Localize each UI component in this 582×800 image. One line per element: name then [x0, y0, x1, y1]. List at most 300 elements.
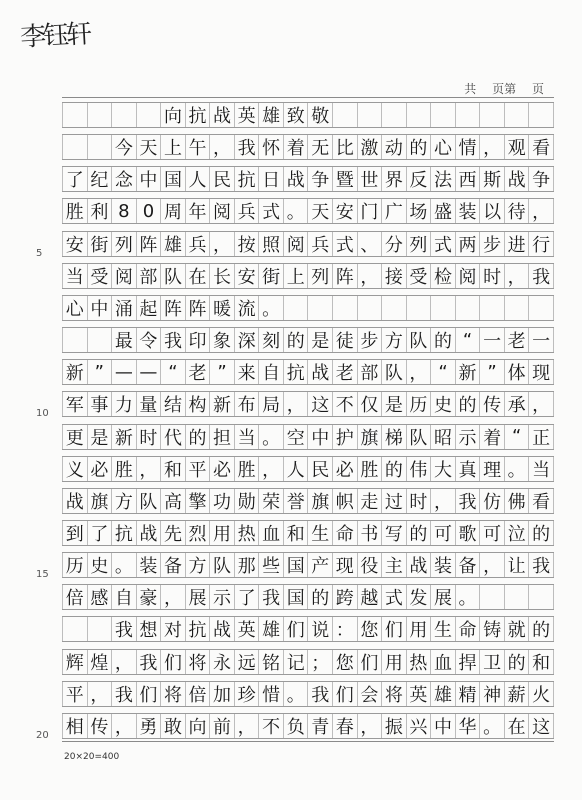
grid-cell: 式	[333, 232, 358, 256]
grid-cell: 英	[235, 103, 260, 127]
grid-cell	[382, 296, 407, 320]
grid-cell: 不	[259, 714, 284, 738]
grid-cell: 纪	[88, 167, 113, 191]
grid-cell: 民	[210, 167, 235, 191]
grid-cell: ，	[529, 199, 554, 223]
grid-cell: 神	[480, 682, 505, 706]
grid-cell: 国	[284, 585, 309, 609]
grid-cell: 命	[333, 521, 358, 545]
grid-cell: 队	[382, 360, 407, 384]
grid-cell: ，	[210, 135, 235, 159]
grid-cell	[407, 296, 432, 320]
grid-cell: 抗	[235, 167, 260, 191]
grid-cell: 装	[137, 553, 162, 577]
grid-cell: 代	[161, 425, 186, 449]
grid-cell: 的	[456, 392, 481, 416]
grid-cell: 旗	[88, 489, 113, 513]
grid-cell: 仿	[480, 489, 505, 513]
grid-cell: 列	[407, 232, 432, 256]
grid-cell: 真	[456, 457, 481, 481]
grid-cell: 了	[88, 521, 113, 545]
grid-cell: 擎	[186, 489, 211, 513]
grid-cell: 过	[382, 489, 407, 513]
grid-cell: 。	[259, 296, 284, 320]
grid-cell: 战	[62, 489, 88, 513]
grid-cell: ，	[259, 457, 284, 481]
grid-cell: 时	[137, 425, 162, 449]
grid-cell: 中	[308, 425, 333, 449]
grid-cell	[62, 617, 88, 641]
grid-cell: 事	[88, 392, 113, 416]
grid-cell: 雄	[259, 103, 284, 127]
grid-cell: 的	[529, 617, 554, 641]
grid-cell: 新	[112, 425, 137, 449]
grid-cell: 惜	[259, 682, 284, 706]
grid-cell: 行	[529, 232, 554, 256]
grid-cell: 观	[505, 135, 530, 159]
grid-cell: 天	[137, 135, 162, 159]
grid-cell: 象	[210, 328, 235, 352]
grid-cell: 我	[112, 682, 137, 706]
grid-cell	[382, 103, 407, 127]
grid-cell: 兵	[235, 199, 260, 223]
grid-cell: 豪	[137, 585, 162, 609]
grid-cell: 激	[358, 135, 383, 159]
grid-cell: ”	[88, 360, 113, 384]
grid-cell: 今	[112, 135, 137, 159]
grid-cell: 是	[382, 392, 407, 416]
grid-cell: 更	[62, 425, 88, 449]
grid-cell: 西	[456, 167, 481, 191]
grid-cell: 梯	[382, 425, 407, 449]
grid-cell: 老	[505, 328, 530, 352]
grid-row	[62, 198, 554, 224]
grid-cell: 周	[161, 199, 186, 223]
grid-cell	[62, 328, 88, 352]
grid-cell: 火	[529, 682, 554, 706]
grid-cell: 们	[161, 650, 186, 674]
grid-cell: 捍	[456, 650, 481, 674]
grid-cell: 心	[62, 296, 88, 320]
grid-row	[62, 134, 554, 160]
grid-cell	[284, 296, 309, 320]
grid-cell	[137, 103, 162, 127]
grid-cell: 薪	[505, 682, 530, 706]
grid-cell: 战	[210, 103, 235, 127]
grid-cell: 平	[62, 682, 88, 706]
grid-cell: 主	[382, 553, 407, 577]
grid-cell: 的	[308, 585, 333, 609]
grid-row	[62, 231, 554, 257]
grid-cell: 抗	[186, 617, 211, 641]
grid-cell: 用	[382, 650, 407, 674]
grid-cell: 令	[137, 328, 162, 352]
grid-row	[62, 552, 554, 578]
grid-cell: 将	[382, 682, 407, 706]
grid-cell: 。	[456, 585, 481, 609]
grid-cell: 护	[333, 425, 358, 449]
grid-cell: 我	[112, 617, 137, 641]
grid-cell: 心	[431, 135, 456, 159]
grid-cell: 自	[259, 360, 284, 384]
grid-cell: 可	[480, 521, 505, 545]
grid-cell	[456, 103, 481, 127]
grid-cell: 着	[284, 135, 309, 159]
grid-cell: 了	[62, 167, 88, 191]
grid-cell: ，	[529, 392, 554, 416]
grid-cell: 安	[333, 199, 358, 223]
grid-cell: 精	[456, 682, 481, 706]
grid-cell: ，	[480, 135, 505, 159]
grid-row	[62, 327, 554, 353]
grid-cell: 发	[407, 585, 432, 609]
grid-cell: 胜	[358, 457, 383, 481]
grid-cell: ：	[333, 617, 358, 641]
grid-cell: 上	[284, 264, 309, 288]
grid-cell: 们	[333, 682, 358, 706]
grid-cell: 阅	[112, 264, 137, 288]
grid-cell: 街	[259, 264, 284, 288]
grid-cell: 铭	[259, 650, 284, 674]
grid-cell: “	[431, 360, 456, 384]
grid-cell: 列	[112, 232, 137, 256]
grid-cell: 怀	[259, 135, 284, 159]
grid-cell: 到	[62, 521, 88, 545]
grid-cell: 午	[186, 135, 211, 159]
grid-cell: 步	[358, 328, 383, 352]
grid-cell: 和	[161, 457, 186, 481]
grid-cell: 当	[529, 457, 554, 481]
line-number: 5	[36, 247, 43, 259]
grid-cell: 长	[210, 264, 235, 288]
grid-cell: 承	[505, 392, 530, 416]
grid-cell: 。	[284, 199, 309, 223]
grid-cell: 辉	[62, 650, 88, 674]
grid-cell: 方	[112, 489, 137, 513]
grid-cell: 将	[161, 682, 186, 706]
grid-cell: 空	[284, 425, 309, 449]
grid-cell: 装	[456, 199, 481, 223]
grid-cell: 备	[456, 553, 481, 577]
grid-cell: 产	[308, 553, 333, 577]
grid-cell	[88, 103, 113, 127]
grid-cell: 。	[480, 714, 505, 738]
grid-cell	[480, 103, 505, 127]
grid-row	[62, 166, 554, 192]
grid-cell: 布	[235, 392, 260, 416]
grid-cell	[62, 135, 88, 159]
grid-cell: 年	[186, 199, 211, 223]
grid-cell: 勋	[235, 489, 260, 513]
grid-size-note: 20×20=400	[64, 752, 120, 762]
grid-cell: 阅	[456, 264, 481, 288]
grid-cell: 队	[161, 264, 186, 288]
grid-cell	[407, 103, 432, 127]
grid-row	[62, 456, 554, 482]
grid-cell: 战	[308, 360, 333, 384]
grid-cell: 时	[407, 489, 432, 513]
grid-cell	[358, 296, 383, 320]
grid-cell: 0	[137, 199, 162, 223]
grid-cell: 英	[407, 682, 432, 706]
grid-cell: ，	[88, 682, 113, 706]
grid-cell: 可	[431, 521, 456, 545]
grid-cell: 用	[407, 617, 432, 641]
grid-row	[62, 681, 554, 707]
grid-cell: 们	[284, 617, 309, 641]
grid-cell: 烈	[186, 521, 211, 545]
grid-row	[62, 616, 554, 642]
grid-cell: 雄	[431, 682, 456, 706]
grid-cell: 旗	[358, 425, 383, 449]
grid-cell: 荣	[259, 489, 284, 513]
grid-cell: 是	[308, 328, 333, 352]
grid-cell: 煌	[88, 650, 113, 674]
grid-cell	[505, 103, 530, 127]
grid-cell: 我	[259, 585, 284, 609]
grid-cell	[308, 296, 333, 320]
grid-cell: 方	[186, 553, 211, 577]
grid-cell: 倍	[186, 682, 211, 706]
grid-cell: 阵	[137, 232, 162, 256]
grid-row	[62, 359, 554, 385]
grid-cell: 仅	[358, 392, 383, 416]
grid-cell: 们	[358, 650, 383, 674]
grid-row	[62, 520, 554, 546]
grid-cell: 示	[210, 585, 235, 609]
grid-cell	[333, 103, 358, 127]
grid-cell: ，	[112, 714, 137, 738]
grid-cell: 远	[235, 650, 260, 674]
grid-cell: 铸	[480, 617, 505, 641]
grid-cell: 、	[358, 232, 383, 256]
grid-cell: 我	[529, 264, 554, 288]
grid-cell: 利	[88, 199, 113, 223]
grid-cell: 按	[235, 232, 260, 256]
grid-cell: 的	[407, 521, 432, 545]
grid-cell: 老	[186, 360, 211, 384]
grid-cell: 来	[235, 360, 260, 384]
grid-cell: 您	[358, 617, 383, 641]
grid-cell: ，	[112, 650, 137, 674]
grid-cell: 跨	[333, 585, 358, 609]
grid-cell: 8	[112, 199, 137, 223]
grid-cell: 佛	[505, 489, 530, 513]
line-number: 10	[36, 408, 49, 420]
grid-row	[62, 584, 554, 610]
grid-cell: 敬	[308, 103, 333, 127]
grid-cell: 是	[88, 425, 113, 449]
grid-cell	[431, 103, 456, 127]
grid-cell: 两	[456, 232, 481, 256]
grid-cell: 兵	[186, 232, 211, 256]
grid-cell: 命	[456, 617, 481, 641]
grid-cell: 珍	[235, 682, 260, 706]
grid-cell: ，	[210, 232, 235, 256]
grid-cell: 在	[505, 714, 530, 738]
author-name: 李钰轩	[19, 19, 90, 53]
grid-cell: 正	[529, 425, 554, 449]
grid-cell: 我	[529, 553, 554, 577]
grid-cell: 勇	[137, 714, 162, 738]
grid-cell: 新	[62, 360, 88, 384]
grid-cell: 阵	[186, 296, 211, 320]
grid-cell: 兴	[407, 714, 432, 738]
grid-row	[62, 424, 554, 450]
grid-cell: 式	[259, 199, 284, 223]
page-counter	[452, 80, 544, 97]
grid-cell: 向	[161, 103, 186, 127]
grid-cell: 争	[308, 167, 333, 191]
grid-cell: 法	[431, 167, 456, 191]
grid-cell: 书	[358, 521, 383, 545]
grid-cell: 我	[137, 650, 162, 674]
grid-cell: “	[505, 425, 530, 449]
grid-cell	[529, 103, 554, 127]
grid-cell: “	[456, 328, 481, 352]
grid-cell: ，	[284, 392, 309, 416]
grid-cell: ；	[308, 650, 333, 674]
grid-cell: ，	[431, 489, 456, 513]
grid-cell: 向	[186, 714, 211, 738]
grid-cell: 现	[529, 360, 554, 384]
grid-cell: 役	[358, 553, 383, 577]
grid-cell: 现	[333, 553, 358, 577]
grid-cell: 就	[505, 617, 530, 641]
grid-cell: 式	[431, 232, 456, 256]
grid-cell: 时	[480, 264, 505, 288]
grid-cell: 胜	[62, 199, 88, 223]
grid-cell: 让	[505, 553, 530, 577]
grid-cell: 场	[407, 199, 432, 223]
grid-cell: 人	[186, 167, 211, 191]
grid-cell: 部	[358, 360, 383, 384]
grid-cell: 兵	[308, 232, 333, 256]
grid-cell	[431, 296, 456, 320]
grid-cell: 华	[456, 714, 481, 738]
grid-cell: 队	[137, 489, 162, 513]
grid-cell: 的	[407, 135, 432, 159]
grid-cell: 上	[161, 135, 186, 159]
grid-cell: 战	[505, 167, 530, 191]
grid-cell: 争	[529, 167, 554, 191]
grid-cell: 无	[308, 135, 333, 159]
grid-cell: ”	[210, 360, 235, 384]
grid-cell	[505, 296, 530, 320]
grid-cell	[456, 296, 481, 320]
grid-cell: 刻	[259, 328, 284, 352]
grid-cell: 看	[529, 489, 554, 513]
grid-cell: 自	[112, 585, 137, 609]
grid-cell: 抗	[186, 103, 211, 127]
grid-row	[62, 295, 554, 321]
grid-cell: 负	[284, 714, 309, 738]
grid-cell: ，	[358, 264, 383, 288]
grid-cell: 了	[235, 585, 260, 609]
grid-cell: ，	[407, 360, 432, 384]
grid-cell: 旗	[308, 489, 333, 513]
grid-cell: 说	[308, 617, 333, 641]
grid-cell: 生	[431, 617, 456, 641]
grid-cell: 。	[284, 682, 309, 706]
grid-cell: 倍	[62, 585, 88, 609]
grid-cell: 一	[529, 328, 554, 352]
grid-cell	[88, 328, 113, 352]
grid-row	[62, 102, 554, 128]
grid-cell: 军	[62, 392, 88, 416]
grid-cell	[480, 296, 505, 320]
grid-cell: 列	[308, 264, 333, 288]
grid-cell: 世	[358, 167, 383, 191]
grid-cell: 检	[431, 264, 456, 288]
grid-cell: 永	[210, 650, 235, 674]
grid-cell: 雄	[259, 617, 284, 641]
grid-cell: 中	[88, 296, 113, 320]
grid-row	[62, 263, 554, 289]
grid-cell: 接	[382, 264, 407, 288]
grid-cell: 的	[529, 521, 554, 545]
grid-cell: 必	[88, 457, 113, 481]
grid-cell: 将	[186, 650, 211, 674]
grid-cell: 受	[88, 264, 113, 288]
grid-cell: 越	[358, 585, 383, 609]
grid-cell: 感	[88, 585, 113, 609]
grid-cell: 斯	[480, 167, 505, 191]
grid-cell: 老	[333, 360, 358, 384]
grid-cell	[505, 585, 530, 609]
grid-cell: 。	[259, 425, 284, 449]
grid-cell: 们	[382, 617, 407, 641]
grid-cell: 量	[137, 392, 162, 416]
grid-cell: 徒	[333, 328, 358, 352]
grid-cell: 深	[235, 328, 260, 352]
grid-cell: 装	[431, 553, 456, 577]
grid-cell: 些	[259, 553, 284, 577]
grid-cell: 的	[505, 650, 530, 674]
grid-cell: 结	[161, 392, 186, 416]
grid-cell: 抗	[284, 360, 309, 384]
grid-cell: 义	[62, 457, 88, 481]
grid-cell: 和	[529, 650, 554, 674]
grid-cell: 不	[333, 392, 358, 416]
grid-cell: 流	[235, 296, 260, 320]
writing-grid	[62, 97, 554, 742]
grid-cell: 。	[505, 457, 530, 481]
grid-cell: 展	[431, 585, 456, 609]
grid-cell: 功	[210, 489, 235, 513]
grid-cell: 阵	[333, 264, 358, 288]
grid-cell: 当	[235, 425, 260, 449]
grid-cell: 热	[235, 521, 260, 545]
grid-cell: 天	[308, 199, 333, 223]
grid-cell: 部	[137, 264, 162, 288]
grid-cell: 门	[358, 199, 383, 223]
grid-cell: 日	[259, 167, 284, 191]
grid-cell: 战	[407, 553, 432, 577]
grid-cell	[88, 135, 113, 159]
grid-cell: 备	[161, 553, 186, 577]
grid-cell: 誉	[284, 489, 309, 513]
grid-cell: 以	[480, 199, 505, 223]
grid-cell: 会	[358, 682, 383, 706]
grid-cell: 展	[186, 585, 211, 609]
grid-cell: 我	[161, 328, 186, 352]
grid-cell: 敢	[161, 714, 186, 738]
grid-cell: 想	[137, 617, 162, 641]
grid-cell: 历	[62, 553, 88, 577]
grid-cell: 广	[382, 199, 407, 223]
grid-cell: 传	[480, 392, 505, 416]
